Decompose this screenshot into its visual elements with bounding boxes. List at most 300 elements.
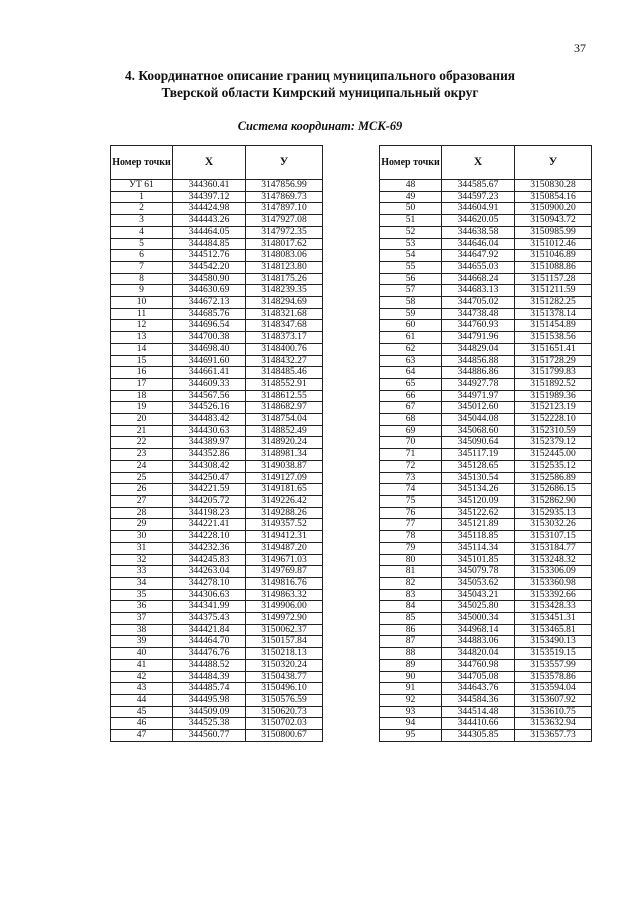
cell-x: 344485.74 [173, 683, 246, 695]
cell-x: 345043.21 [442, 589, 515, 601]
cell-x: 344476.76 [173, 648, 246, 660]
cell-x: 344488.52 [173, 659, 246, 671]
table-row [380, 402, 592, 414]
title-line-1: 4. Координатное описание границ муниципального образования [124, 68, 516, 83]
table-row [111, 449, 323, 461]
cell-y: 3153465.81 [515, 624, 592, 636]
cell-x: 344700.38 [173, 332, 246, 344]
cell-y: 3150062.37 [246, 624, 323, 636]
cell-point-number: 5 [111, 238, 173, 250]
cell-point-number: 37 [111, 613, 173, 625]
cell-x: 344856.88 [442, 355, 515, 367]
cell-y: 3150985.99 [515, 226, 592, 238]
cell-x: 345079.78 [442, 566, 515, 578]
header-y: У [246, 146, 323, 180]
cell-y: 3151211.59 [515, 285, 592, 297]
cell-point-number: 63 [380, 355, 442, 367]
cell-point-number: 82 [380, 577, 442, 589]
table-row [111, 308, 323, 320]
cell-x: 344514.48 [442, 706, 515, 718]
cell-x: 344886.86 [442, 367, 515, 379]
table-row [111, 671, 323, 683]
cell-point-number: 67 [380, 402, 442, 414]
table-row [380, 636, 592, 648]
cell-y: 3149972.90 [246, 613, 323, 625]
cell-point-number: 30 [111, 531, 173, 543]
page-number: 37 [574, 41, 586, 55]
table-row [380, 180, 592, 192]
cell-point-number: 73 [380, 472, 442, 484]
cell-x: 344464.05 [173, 226, 246, 238]
cell-point-number: 77 [380, 519, 442, 531]
cell-y: 3152862.90 [515, 495, 592, 507]
cell-x: 344375.43 [173, 613, 246, 625]
cell-x: 344760.98 [442, 659, 515, 671]
cell-x: 345114.34 [442, 542, 515, 554]
cell-y: 3147897.10 [246, 203, 323, 215]
cell-point-number: 7 [111, 261, 173, 273]
table-row [380, 390, 592, 402]
cell-point-number: 49 [380, 191, 442, 203]
cell-point-number: 74 [380, 484, 442, 496]
cell-x: 344221.59 [173, 484, 246, 496]
table-row [111, 343, 323, 355]
cell-y: 3153632.94 [515, 718, 592, 730]
cell-y: 3148485.46 [246, 367, 323, 379]
cell-y: 3150218.13 [246, 648, 323, 660]
cell-point-number: 51 [380, 215, 442, 227]
cell-point-number: 40 [111, 648, 173, 660]
cell-y: 3148175.26 [246, 273, 323, 285]
cell-x: 344484.39 [173, 671, 246, 683]
table-row [111, 261, 323, 273]
cell-x: 345134.26 [442, 484, 515, 496]
table-header-row [380, 146, 592, 180]
header-point-number: Номер точки [111, 146, 173, 180]
table-row [380, 355, 592, 367]
cell-x: 344308.42 [173, 460, 246, 472]
cell-y: 3153594.04 [515, 683, 592, 695]
table-row [380, 589, 592, 601]
cell-point-number: 72 [380, 460, 442, 472]
cell-x: 345012.60 [442, 402, 515, 414]
cell-x: 344609.33 [173, 378, 246, 390]
cell-point-number: 26 [111, 484, 173, 496]
cell-y: 3149412.31 [246, 531, 323, 543]
cell-point-number: 79 [380, 542, 442, 554]
cell-x: 344245.83 [173, 554, 246, 566]
table-row [111, 425, 323, 437]
cell-x: 344691.60 [173, 355, 246, 367]
cell-y: 3150830.28 [515, 180, 592, 192]
cell-x: 344228.10 [173, 531, 246, 543]
cell-y: 3149357.52 [246, 519, 323, 531]
cell-point-number: 86 [380, 624, 442, 636]
table-row [111, 519, 323, 531]
table-row [380, 683, 592, 695]
cell-x: 344410.66 [442, 718, 515, 730]
cell-y: 3152228.10 [515, 414, 592, 426]
cell-point-number: 57 [380, 285, 442, 297]
cell-y: 3148017.62 [246, 238, 323, 250]
cell-x: 344672.13 [173, 297, 246, 309]
cell-y: 3151454.89 [515, 320, 592, 332]
cell-point-number: 46 [111, 718, 173, 730]
cell-x: 344360.41 [173, 180, 246, 192]
cell-x: 344305.85 [442, 730, 515, 742]
table-row [380, 542, 592, 554]
cell-point-number: 54 [380, 250, 442, 262]
table-row [380, 261, 592, 273]
cell-y: 3150438.77 [246, 671, 323, 683]
cell-point-number: 10 [111, 297, 173, 309]
table-row [380, 320, 592, 332]
cell-x: 345118.85 [442, 531, 515, 543]
table-row [111, 624, 323, 636]
table-row [111, 495, 323, 507]
cell-y: 3147869.73 [246, 191, 323, 203]
cell-x: 344389.97 [173, 437, 246, 449]
cell-x: 344421.84 [173, 624, 246, 636]
table-row [380, 343, 592, 355]
table-row [380, 706, 592, 718]
cell-x: 345128.65 [442, 460, 515, 472]
cell-point-number: 2 [111, 203, 173, 215]
cell-point-number: 35 [111, 589, 173, 601]
cell-point-number: 75 [380, 495, 442, 507]
header-y: У [515, 146, 592, 180]
cell-y: 3149671.03 [246, 554, 323, 566]
table-row [111, 718, 323, 730]
cell-x: 344585.67 [442, 180, 515, 192]
cell-point-number: 24 [111, 460, 173, 472]
cell-y: 3149769.87 [246, 566, 323, 578]
table-row [111, 507, 323, 519]
cell-point-number: 36 [111, 601, 173, 613]
table-row [380, 215, 592, 227]
table-row [111, 437, 323, 449]
cell-x: 344705.02 [442, 297, 515, 309]
cell-point-number: 88 [380, 648, 442, 660]
table-row [380, 484, 592, 496]
cell-y: 3153607.92 [515, 694, 592, 706]
cell-y: 3151088.86 [515, 261, 592, 273]
cell-y: 3148373.17 [246, 332, 323, 344]
table-row [380, 250, 592, 262]
cell-y: 3151012.46 [515, 238, 592, 250]
cell-point-number: 80 [380, 554, 442, 566]
table-row [380, 531, 592, 543]
cell-y: 3149863.32 [246, 589, 323, 601]
cell-y: 3153657.73 [515, 730, 592, 742]
table-row [111, 414, 323, 426]
cell-y: 3153032.26 [515, 519, 592, 531]
cell-point-number: 47 [111, 730, 173, 742]
cell-y: 3152123.19 [515, 402, 592, 414]
cell-y: 3148754.04 [246, 414, 323, 426]
table-row [380, 577, 592, 589]
cell-x: 344646.04 [442, 238, 515, 250]
cell-point-number: 69 [380, 425, 442, 437]
cell-x: 345117.19 [442, 449, 515, 461]
cell-x: 344696.54 [173, 320, 246, 332]
document-title [60, 67, 580, 101]
cell-y: 3151538.56 [515, 332, 592, 344]
cell-y: 3152310.59 [515, 425, 592, 437]
cell-x: 344567.56 [173, 390, 246, 402]
cell-x: 345130.54 [442, 472, 515, 484]
cell-point-number: 61 [380, 332, 442, 344]
table-row [111, 226, 323, 238]
cell-x: 344397.12 [173, 191, 246, 203]
cell-point-number: 41 [111, 659, 173, 671]
cell-point-number: 93 [380, 706, 442, 718]
cell-point-number: 59 [380, 308, 442, 320]
table-row [111, 484, 323, 496]
cell-point-number: 85 [380, 613, 442, 625]
cell-x: 344685.76 [173, 308, 246, 320]
cell-point-number: 31 [111, 542, 173, 554]
cell-y: 3150320.24 [246, 659, 323, 671]
cell-y: 3150620.73 [246, 706, 323, 718]
table-row [380, 671, 592, 683]
table-row [111, 215, 323, 227]
table-row [380, 414, 592, 426]
cell-y: 3151046.89 [515, 250, 592, 262]
table-row [111, 332, 323, 344]
cell-y: 3151282.25 [515, 297, 592, 309]
cell-x: 344620.05 [442, 215, 515, 227]
cell-point-number: 89 [380, 659, 442, 671]
cell-y: 3147856.99 [246, 180, 323, 192]
cell-x: 345101.85 [442, 554, 515, 566]
cell-x: 344683.13 [442, 285, 515, 297]
cell-y: 3148083.06 [246, 250, 323, 262]
cell-x: 344512.76 [173, 250, 246, 262]
cell-x: 345090.64 [442, 437, 515, 449]
cell-point-number: 25 [111, 472, 173, 484]
cell-point-number: 62 [380, 343, 442, 355]
cell-y: 3153360.98 [515, 577, 592, 589]
cell-x: 344760.93 [442, 320, 515, 332]
cell-point-number: 9 [111, 285, 173, 297]
table-row [380, 297, 592, 309]
coordinates-table-right [379, 145, 592, 742]
cell-x: 344829.04 [442, 343, 515, 355]
cell-point-number: 8 [111, 273, 173, 285]
cell-point-number: 44 [111, 694, 173, 706]
table-row [111, 180, 323, 192]
table-row [111, 730, 323, 742]
cell-y: 3149038.87 [246, 460, 323, 472]
cell-point-number: 95 [380, 730, 442, 742]
table-row [111, 472, 323, 484]
table-row [111, 390, 323, 402]
cell-y: 3148552.91 [246, 378, 323, 390]
table-row [380, 659, 592, 671]
table-row [380, 472, 592, 484]
cell-x: 344278.10 [173, 577, 246, 589]
table-header-row [111, 146, 323, 180]
cell-point-number: 29 [111, 519, 173, 531]
cell-y: 3150900.20 [515, 203, 592, 215]
table-row [380, 460, 592, 472]
cell-x: 345000.34 [442, 613, 515, 625]
cell-x: 344424.98 [173, 203, 246, 215]
cell-point-number: 28 [111, 507, 173, 519]
cell-y: 3147972.35 [246, 226, 323, 238]
table-row [111, 706, 323, 718]
cell-y: 3151728.29 [515, 355, 592, 367]
cell-x: 344927.78 [442, 378, 515, 390]
cell-point-number: 48 [380, 180, 442, 192]
table-row [380, 273, 592, 285]
table-row [111, 554, 323, 566]
table-row [111, 285, 323, 297]
table-row [380, 332, 592, 344]
cell-x: 344483.42 [173, 414, 246, 426]
cell-x: 344638.58 [442, 226, 515, 238]
table-row [111, 613, 323, 625]
cell-x: 344820.04 [442, 648, 515, 660]
cell-y: 3153557.99 [515, 659, 592, 671]
cell-point-number: 55 [380, 261, 442, 273]
cell-x: 345053.62 [442, 577, 515, 589]
cell-point-number: 71 [380, 449, 442, 461]
cell-x: 344495.98 [173, 694, 246, 706]
table-row [380, 226, 592, 238]
cell-point-number: УТ 61 [111, 180, 173, 192]
cell-y: 3153184.77 [515, 542, 592, 554]
cell-point-number: 58 [380, 297, 442, 309]
cell-x: 344232.36 [173, 542, 246, 554]
table-row [111, 542, 323, 554]
cell-point-number: 15 [111, 355, 173, 367]
title-line-2: Тверской области Кимрский муниципальный округ [161, 85, 479, 100]
table-row [380, 449, 592, 461]
cell-point-number: 76 [380, 507, 442, 519]
cell-x: 344738.48 [442, 308, 515, 320]
table-row [111, 402, 323, 414]
table-row [111, 355, 323, 367]
cell-y: 3150702.03 [246, 718, 323, 730]
cell-y: 3153107.15 [515, 531, 592, 543]
cell-y: 3153490.13 [515, 636, 592, 648]
table-row [111, 683, 323, 695]
cell-x: 344221.41 [173, 519, 246, 531]
table-row [111, 273, 323, 285]
table-row [380, 367, 592, 379]
header-x: X [442, 146, 515, 180]
cell-y: 3152686.15 [515, 484, 592, 496]
table-row [380, 648, 592, 660]
cell-y: 3148852.49 [246, 425, 323, 437]
table-row [380, 191, 592, 203]
table-row [380, 730, 592, 742]
cell-y: 3153519.15 [515, 648, 592, 660]
table-row [380, 203, 592, 215]
cell-point-number: 39 [111, 636, 173, 648]
cell-point-number: 65 [380, 378, 442, 390]
table-row [111, 601, 323, 613]
table-row [111, 191, 323, 203]
cell-x: 344791.96 [442, 332, 515, 344]
cell-point-number: 34 [111, 577, 173, 589]
cell-y: 3151799.83 [515, 367, 592, 379]
cell-x: 344430.63 [173, 425, 246, 437]
table-row [380, 238, 592, 250]
table-row [111, 250, 323, 262]
cell-y: 3152379.12 [515, 437, 592, 449]
cell-y: 3153428.33 [515, 601, 592, 613]
cell-point-number: 38 [111, 624, 173, 636]
cell-y: 3147927.08 [246, 215, 323, 227]
cell-x: 344630.69 [173, 285, 246, 297]
cell-y: 3152535.12 [515, 460, 592, 472]
cell-y: 3149127.09 [246, 472, 323, 484]
table-row [111, 577, 323, 589]
table-row [380, 613, 592, 625]
cell-x: 345044.08 [442, 414, 515, 426]
cell-y: 3150943.72 [515, 215, 592, 227]
cell-y: 3150496.10 [246, 683, 323, 695]
cell-point-number: 13 [111, 332, 173, 344]
cell-y: 3153248.32 [515, 554, 592, 566]
cell-x: 344883.06 [442, 636, 515, 648]
cell-point-number: 23 [111, 449, 173, 461]
cell-y: 3153451.31 [515, 613, 592, 625]
cell-x: 344643.76 [442, 683, 515, 695]
cell-point-number: 50 [380, 203, 442, 215]
cell-y: 3153306.09 [515, 566, 592, 578]
cell-point-number: 27 [111, 495, 173, 507]
cell-y: 3153392.66 [515, 589, 592, 601]
table-row [380, 519, 592, 531]
cell-point-number: 43 [111, 683, 173, 695]
cell-y: 3149906.00 [246, 601, 323, 613]
cell-x: 344668.24 [442, 273, 515, 285]
cell-y: 3148432.27 [246, 355, 323, 367]
cell-point-number: 20 [111, 414, 173, 426]
table-row [380, 694, 592, 706]
cell-x: 345068.60 [442, 425, 515, 437]
cell-point-number: 4 [111, 226, 173, 238]
table-row [380, 566, 592, 578]
cell-point-number: 18 [111, 390, 173, 402]
cell-x: 345121.89 [442, 519, 515, 531]
coordinates-table-left [110, 145, 323, 742]
cell-y: 3150157.84 [246, 636, 323, 648]
cell-x: 344580.90 [173, 273, 246, 285]
table-row [380, 378, 592, 390]
table-row [380, 601, 592, 613]
table-row [380, 425, 592, 437]
cell-point-number: 52 [380, 226, 442, 238]
cell-y: 3152445.00 [515, 449, 592, 461]
cell-x: 344205.72 [173, 495, 246, 507]
cell-point-number: 91 [380, 683, 442, 695]
cell-y: 3148294.69 [246, 297, 323, 309]
cell-x: 344198.23 [173, 507, 246, 519]
table-row [111, 694, 323, 706]
cell-point-number: 33 [111, 566, 173, 578]
cell-x: 344604.91 [442, 203, 515, 215]
cell-point-number: 70 [380, 437, 442, 449]
cell-x: 344484.85 [173, 238, 246, 250]
cell-x: 344542.20 [173, 261, 246, 273]
table-row [380, 718, 592, 730]
table-row [111, 460, 323, 472]
